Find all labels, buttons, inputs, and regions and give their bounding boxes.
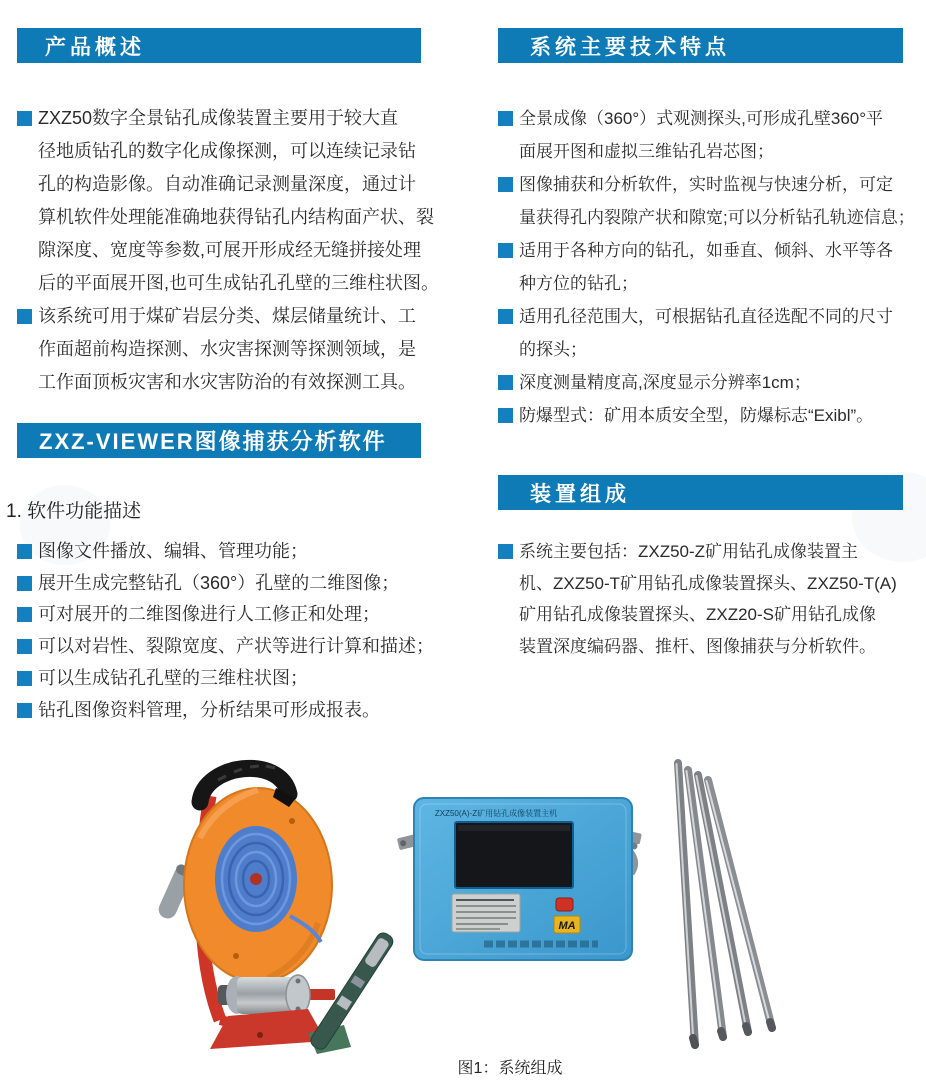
overview-paragraphs xyxy=(17,102,457,399)
software-item xyxy=(17,631,457,663)
paragraph-line: 孔的构造影像。自动准确记录测量深度，通过计 xyxy=(38,174,416,194)
section-title: 系统主要技术特点 xyxy=(530,35,730,59)
ma-badge-label: MA xyxy=(558,920,576,932)
software-line: 钻孔图像资料管理，分析结果可形成报表。 xyxy=(38,699,380,720)
feature-item xyxy=(498,366,918,399)
section-header-features xyxy=(498,28,903,63)
software-line: 图像文件播放、编辑、管理功能； xyxy=(38,541,308,561)
paragraph-line: 算机软件处理能准确地获得钻孔内结构面产状、裂 xyxy=(38,207,434,227)
software-item xyxy=(17,663,457,695)
software-subheading: 1. 软件功能描述 xyxy=(6,501,142,522)
overview-paragraph xyxy=(17,300,457,399)
rod-tip xyxy=(693,1038,695,1045)
paragraph-line: 矿用钻孔成像装置探头、ZXZ20-S矿用钻孔成像 xyxy=(519,605,877,625)
square-bullet-icon xyxy=(17,111,32,126)
paragraph-line: 工作面顶板灾害和水灾害防治的有效探测工具。 xyxy=(38,372,416,392)
paragraph-line: 装置深度编码器、推杆、图像捕获与分析软件。 xyxy=(519,637,876,657)
paragraph-line: 系统主要包括：ZXZ50-Z矿用钻孔成像装置主 xyxy=(519,542,859,561)
software-item xyxy=(17,568,457,600)
bolt xyxy=(296,979,301,984)
paragraph-line: 作面超前构造探测、水灾害探测等探测领域，是 xyxy=(38,339,416,359)
mainframe-model-label: ZXZ50(A)-Z矿用钻孔成像装置主机 xyxy=(434,809,558,818)
section-title: ZXZ-VIEWER图像捕获分析软件 xyxy=(39,429,387,454)
power-button xyxy=(556,898,573,911)
feature-line: 量获得孔内裂隙产状和隙宽;可以分析钻孔轨迹信息； xyxy=(519,208,915,227)
software-feature-list xyxy=(17,536,457,726)
square-bullet-icon xyxy=(17,607,32,622)
overview-paragraph xyxy=(17,102,457,300)
software-line: 可以生成钻孔孔壁的三维柱状图； xyxy=(38,667,308,688)
section-title: 产品概述 xyxy=(45,35,145,59)
bolt xyxy=(257,1032,263,1038)
paragraph-line: 后的平面展开图,也可生成钻孔孔壁的三维柱状图。 xyxy=(38,273,439,293)
feature-line: 防爆型式：矿用本质安全型，防爆标志“Exibl”。 xyxy=(519,406,874,425)
square-bullet-icon xyxy=(498,309,513,324)
feature-line: 适用孔径范围大，可根据钻孔直径选配不同的尺寸 xyxy=(519,307,893,326)
features-list xyxy=(498,102,918,432)
paragraph-line: 该系统可用于煤矿岩层分类、煤层储量统计、工 xyxy=(38,306,416,326)
square-bullet-icon xyxy=(17,576,32,591)
screen-glare xyxy=(458,825,570,831)
paragraph-line: ZXZ50数字全景钻孔成像装置主要用于较大直 xyxy=(38,108,399,128)
cable-reel-photo xyxy=(140,748,440,1063)
feature-line: 图像捕获和分析软件，实时监视与快速分析，可定 xyxy=(519,175,893,194)
square-bullet-icon xyxy=(17,639,32,654)
rod-tip xyxy=(721,1031,723,1037)
composition-paragraph xyxy=(498,536,918,663)
feature-line: 的探头； xyxy=(519,340,587,359)
paragraph-line: 径地质钻孔的数字化成像探测，可以连续记录钻 xyxy=(38,141,416,161)
square-bullet-icon xyxy=(17,309,32,324)
square-bullet-icon xyxy=(17,544,32,559)
software-item xyxy=(17,536,457,568)
disc-hole xyxy=(289,818,295,824)
paragraph-line: 隙深度、宽度等参数,可展开形成经无缝拼接处理 xyxy=(38,240,421,260)
rod-tip xyxy=(746,1026,748,1032)
square-bullet-icon xyxy=(498,177,513,192)
mainframe-photo xyxy=(396,788,644,979)
square-bullet-icon xyxy=(17,703,32,718)
software-line: 可对展开的二维图像进行人工修正和处理； xyxy=(38,604,380,625)
square-bullet-icon xyxy=(498,243,513,258)
feature-item xyxy=(498,399,918,432)
section-title: 装置组成 xyxy=(530,482,630,506)
disc-hole xyxy=(233,953,239,959)
square-bullet-icon xyxy=(498,375,513,390)
feature-line: 深度测量精度高,深度显示分辨率1cm； xyxy=(519,373,811,392)
software-line: 可以对岩性、裂隙宽度、产状等进行计算和描述； xyxy=(38,636,434,657)
feature-line: 全景成像（360°）式观测探头,可形成孔壁360°平 xyxy=(519,109,884,128)
software-item xyxy=(17,599,457,631)
composition-item xyxy=(498,536,918,663)
feature-line: 适用于各种方向的钻孔，如垂直、倾斜、水平等各 xyxy=(519,241,893,260)
axle-hub xyxy=(250,873,262,885)
software-line: 展开生成完整钻孔（360°）孔壁的二维图像； xyxy=(38,572,400,593)
square-bullet-icon xyxy=(498,408,513,423)
base-plate xyxy=(210,1009,326,1049)
section-header-overview xyxy=(17,28,421,63)
screen xyxy=(455,822,573,888)
feature-item xyxy=(498,168,918,234)
figure-caption: 图1：系统组成 xyxy=(457,1060,563,1077)
square-bullet-icon xyxy=(498,111,513,126)
push-rods-illustration xyxy=(660,750,926,1055)
rod-tip xyxy=(770,1022,772,1028)
cable-reel-illustration xyxy=(140,748,440,1058)
paragraph-line: 机、ZXZ50-T矿用钻孔成像装置探头、ZXZ50-T(A) xyxy=(519,573,897,593)
rods xyxy=(677,763,773,1045)
feature-line: 面展开图和虚拟三维钻孔岩芯图； xyxy=(519,142,774,161)
feature-item xyxy=(498,234,918,300)
push-rods-photo xyxy=(660,750,926,1060)
feature-item xyxy=(498,300,918,366)
section-header-software xyxy=(17,423,421,458)
feature-line: 种方位的钻孔； xyxy=(519,274,638,293)
software-item xyxy=(17,695,457,727)
feature-item xyxy=(498,102,918,168)
section-header-composition xyxy=(498,475,903,510)
square-bullet-icon xyxy=(17,671,32,686)
mainframe-illustration xyxy=(396,788,644,974)
square-bullet-icon xyxy=(498,544,513,559)
